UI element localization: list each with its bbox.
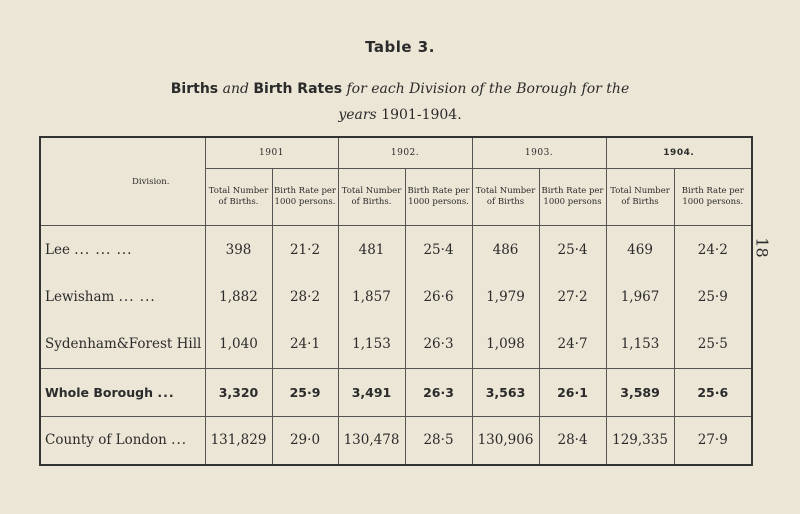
table-row xyxy=(40,226,752,274)
cell: 1,857 xyxy=(338,273,405,320)
subheader-total-1903: Total Number of Births xyxy=(472,169,539,226)
cell: 26·3 xyxy=(405,321,472,369)
cell: 1,153 xyxy=(606,321,674,369)
cell: 130,478 xyxy=(338,416,405,465)
subheader-total-1901: Total Number of Births. xyxy=(205,169,272,226)
cell: 1,153 xyxy=(338,321,405,369)
cell: 469 xyxy=(606,226,674,274)
cell: 130,906 xyxy=(472,416,539,465)
caption-and: and xyxy=(222,81,249,97)
cell: 21·2 xyxy=(272,226,338,274)
cell: 3,491 xyxy=(338,368,405,416)
cell: 25·5 xyxy=(674,321,752,369)
subheader-rate-1904: Birth Rate per 1000 persons. xyxy=(674,169,752,226)
page-number: 18 xyxy=(752,237,772,258)
cell: 129,335 xyxy=(606,416,674,465)
cell: 24·1 xyxy=(272,321,338,369)
division-header: Division. xyxy=(40,137,205,226)
cell: 486 xyxy=(472,226,539,274)
cell: 1,882 xyxy=(205,273,272,320)
row-label: County of London ... xyxy=(40,416,205,465)
cell: 131,829 xyxy=(205,416,272,465)
cell: 1,040 xyxy=(205,321,272,369)
cell: 26·1 xyxy=(539,368,606,416)
table-row xyxy=(40,273,752,320)
births-table xyxy=(39,136,753,466)
cell: 27·2 xyxy=(539,273,606,320)
caption-description: for each Division of the Borough for the xyxy=(346,81,630,97)
caption-birth-rates: Birth Rates xyxy=(253,81,343,97)
year-header-1901: 1901 xyxy=(205,137,338,169)
subheader-total-1902: Total Number of Births. xyxy=(338,169,405,226)
cell: 25·9 xyxy=(674,273,752,320)
cell: 3,563 xyxy=(472,368,539,416)
cell: 29·0 xyxy=(272,416,338,465)
year-header-1903: 1903. xyxy=(472,137,606,169)
cell: 24·7 xyxy=(539,321,606,369)
subheader-rate-1902: Birth Rate per 1000 persons. xyxy=(405,169,472,226)
row-label: Lewisham ... ... xyxy=(40,273,205,320)
cell: 1,967 xyxy=(606,273,674,320)
year-header-1904: 1904. xyxy=(606,137,752,169)
caption-births: Births xyxy=(170,81,219,97)
cell: 25·6 xyxy=(674,368,752,416)
caption-years-word: years xyxy=(338,107,377,123)
cell: 24·2 xyxy=(674,226,752,274)
subheader-rate-1901: Birth Rate per 1000 persons. xyxy=(272,169,338,226)
table-row xyxy=(40,321,752,369)
cell: 25·4 xyxy=(405,226,472,274)
cell: 1,098 xyxy=(472,321,539,369)
table-caption xyxy=(0,76,800,128)
cell: 26·6 xyxy=(405,273,472,320)
year-header-1902: 1902. xyxy=(338,137,472,169)
cell: 1,979 xyxy=(472,273,539,320)
cell: 26·3 xyxy=(405,368,472,416)
subheader-total-1904: Total Number of Births xyxy=(606,169,674,226)
row-label: Lee ... ... ... xyxy=(40,226,205,274)
table-row-total xyxy=(40,368,752,416)
cell: 27·9 xyxy=(674,416,752,465)
row-label: Sydenham&Forest Hill xyxy=(40,321,205,369)
cell: 28·5 xyxy=(405,416,472,465)
cell: 3,589 xyxy=(606,368,674,416)
row-label: Whole Borough ... xyxy=(40,368,205,416)
cell: 3,320 xyxy=(205,368,272,416)
caption-years-range: 1901-1904. xyxy=(381,107,462,123)
cell: 25·4 xyxy=(539,226,606,274)
cell: 398 xyxy=(205,226,272,274)
subheader-rate-1903: Birth Rate per 1000 persons xyxy=(539,169,606,226)
cell: 25·9 xyxy=(272,368,338,416)
cell: 28·2 xyxy=(272,273,338,320)
table-row xyxy=(40,416,752,465)
cell: 481 xyxy=(338,226,405,274)
cell: 28·4 xyxy=(539,416,606,465)
table-title: Table 3. xyxy=(365,38,435,56)
